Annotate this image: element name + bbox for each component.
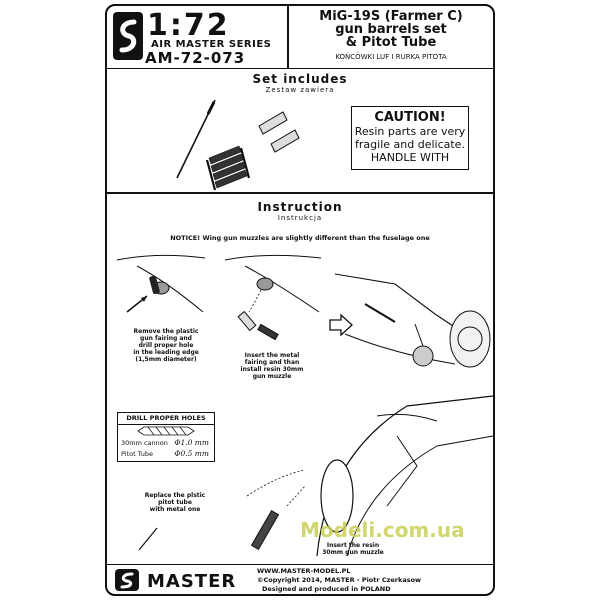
step2-line3: install resin 30mm bbox=[240, 366, 304, 373]
step2-line1: Insert the metal bbox=[244, 352, 300, 359]
aircraft-nose-illustration bbox=[335, 244, 493, 384]
product-subtitle-pl: KOŃCÓWKI LUF I RURKA PITOTA bbox=[335, 53, 447, 61]
master-logo-icon bbox=[113, 12, 143, 60]
step1-line1: Remove the plastic bbox=[133, 328, 199, 335]
step4-line1: Insert the resin bbox=[326, 542, 380, 549]
metal-fairing-parts bbox=[259, 112, 299, 152]
step2-caption bbox=[217, 352, 327, 380]
master-logo-icon bbox=[115, 569, 139, 591]
product-code: AM-72-073 bbox=[145, 49, 246, 67]
step2-line2: fairing and than bbox=[244, 359, 300, 366]
website-link[interactable]: WWW.MASTER-MODEL.PL bbox=[257, 567, 351, 575]
step2-wing-illustration bbox=[225, 252, 325, 348]
step3-caption bbox=[125, 492, 225, 513]
brand-name: MASTER bbox=[147, 571, 237, 592]
step3-line1: Replace the plstic bbox=[144, 492, 206, 499]
step4-line2: 30mm gun muzzle bbox=[322, 549, 384, 556]
step3-line2: pitot tube bbox=[158, 499, 192, 506]
parts-illustration bbox=[107, 96, 347, 196]
step1-line2: gun fairing and bbox=[140, 335, 192, 342]
step2-line4: gun muzzle bbox=[252, 373, 292, 380]
instruction-subtitle: Instrukcja bbox=[277, 214, 323, 222]
drill-table-title: DRILL PROPER HOLES bbox=[118, 414, 214, 425]
product-title-line2: gun barrels set bbox=[335, 22, 447, 37]
drill-row1-label: 30mm cannon bbox=[121, 439, 168, 447]
step1-line3: drill proper hole bbox=[138, 342, 194, 349]
step1-caption bbox=[111, 328, 221, 363]
caution-box bbox=[351, 106, 469, 170]
product-title-line1: MiG-19S (Farmer C) bbox=[319, 9, 463, 24]
instruction-sheet bbox=[105, 4, 495, 596]
step3-line3: with metal one bbox=[149, 506, 201, 513]
header-divider bbox=[287, 6, 289, 68]
resin-muzzle-parts bbox=[207, 146, 249, 190]
product-title-line3: & Pitot Tube bbox=[345, 35, 437, 50]
drill-row2-value: Φ0.5 mm bbox=[174, 449, 209, 458]
step1-line4: in the leading edge bbox=[133, 349, 199, 356]
step1-line5: (1,5mm diameter) bbox=[135, 356, 197, 363]
instruction-title: Instruction bbox=[257, 200, 343, 214]
made-in-text: Designed and produced in POLAND bbox=[262, 585, 391, 593]
section-divider bbox=[107, 192, 493, 194]
set-includes-subtitle: Zestaw zawiera bbox=[265, 86, 335, 94]
caution-line2: fragile and delicate. bbox=[355, 138, 465, 151]
drill-row2-label: Pitot Tube bbox=[121, 450, 153, 458]
drill-row1-value: Φ1.0 mm bbox=[174, 438, 209, 447]
notice-text: NOTICE! Wing gun muzzles are slightly different than the fuselage one bbox=[170, 234, 430, 242]
caution-title: CAUTION! bbox=[374, 110, 446, 125]
drill-table bbox=[117, 412, 215, 462]
step1-wing-illustration bbox=[117, 252, 207, 322]
set-includes-title: Set includes bbox=[252, 72, 348, 86]
series-label: AIR MASTER SERIES bbox=[151, 39, 272, 50]
header bbox=[107, 6, 493, 69]
scale-label: 1:72 bbox=[147, 8, 230, 43]
product-title bbox=[293, 10, 489, 49]
footer bbox=[107, 564, 493, 595]
watermark: Modeli.com.ua bbox=[300, 518, 465, 542]
copyright-text: ©Copyright 2014, MASTER - Piotr Czerkasow bbox=[257, 576, 422, 584]
caution-line1: Resin parts are very bbox=[354, 125, 466, 138]
step4-caption bbox=[303, 542, 403, 556]
drill-bit-icon bbox=[138, 427, 194, 435]
caution-line3: HANDLE WITH bbox=[370, 151, 450, 164]
